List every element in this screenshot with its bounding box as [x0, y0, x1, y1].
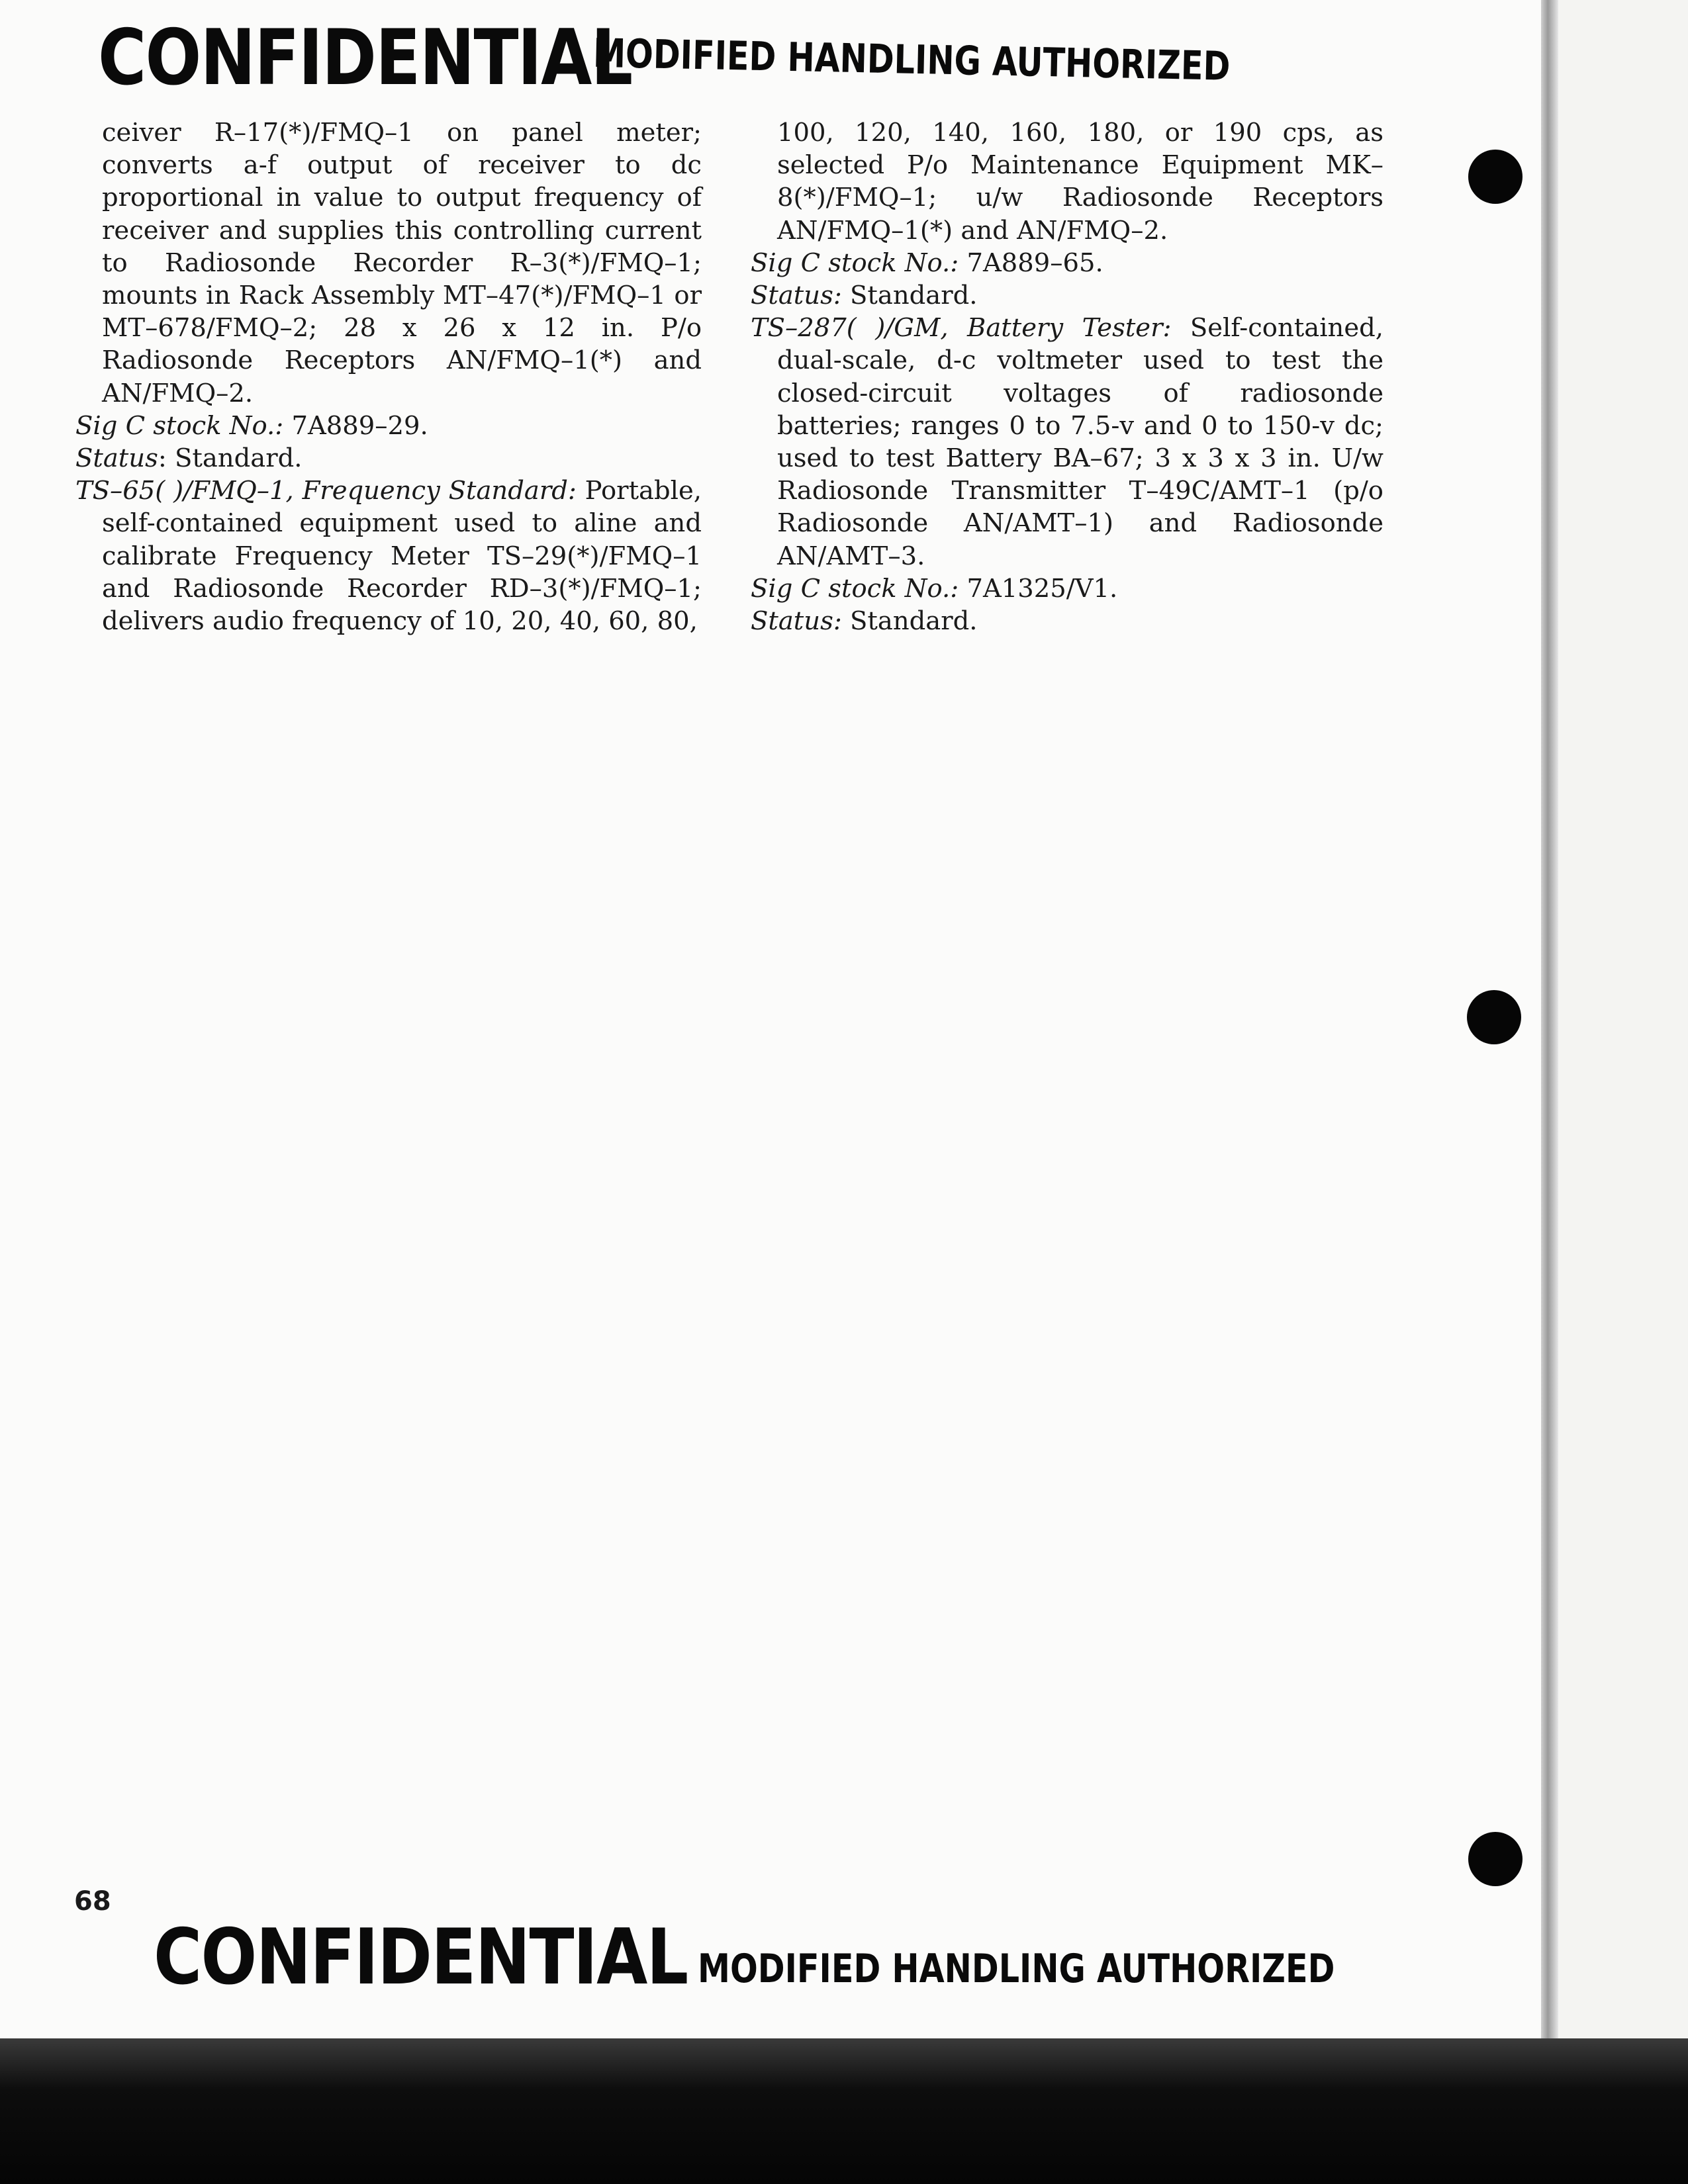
classification-stamp-top: CONFIDENTIAL — [98, 13, 632, 103]
left-continuation-text: ceiver R–17(*)/FMQ–1 on panel meter; converts a-f output of receiver to dc proportional in value to output frequency of receiver and supplies this controlling current to Radiosonde Recorder R–3(*)/FMQ–1; mounts in Rack Assembly MT–47(*)/FMQ–1 or MT–678/FMQ–2; 28 x 26 x 12 in. P/o Radiosonde Receptors AN/FMQ–1(*) and AN/FMQ–2. — [102, 118, 702, 408]
classification-stamp-bottom: CONFIDENTIAL — [154, 1913, 688, 2002]
right-column — [751, 116, 1383, 637]
binder-hole-bottom — [1468, 1832, 1523, 1886]
left-status: Status: Standard. — [75, 443, 303, 474]
right-status: Status: Standard. — [751, 281, 978, 311]
entry-ts-287-title: TS–287( )/GM, Battery Tester: — [751, 313, 1172, 343]
page-edge-shadow — [1541, 0, 1558, 2038]
right-continuation-text: 100, 120, 140, 160, 180, or 190 cps, as selected P/o Maintenance Equipment MK–8(*)/FMQ–1; u/w Radiosonde Receptors AN/FMQ–1(*) and AN/FMQ–2. — [777, 118, 1383, 246]
handling-stamp-top: MODIFIED HANDLING AUTHORIZED — [592, 30, 1231, 90]
handling-stamp-bottom: MODIFIED HANDLING AUTHORIZED — [698, 1946, 1335, 1992]
right-status-2: Status: Standard. — [751, 606, 978, 637]
entry-ts-65 — [75, 475, 702, 637]
scan-margin — [1558, 0, 1688, 2038]
entry-ts-65-body: Portable, self-contained equipment used to aline and calibrate Frequency Meter TS–29(*)/FMQ–1 and Radiosonde Recorder RD–3(*)/FMQ–1; delivers audio frequency of 10, 20, 40, 60, 80, — [102, 476, 702, 637]
entry-ts-287 — [751, 312, 1383, 572]
right-stock-number: Sig C stock No.: 7A889–65. — [751, 248, 1103, 278]
right-stock-number-2: Sig C stock No.: 7A1325/V1. — [751, 573, 1118, 604]
entry-ts-287-body: Self-contained, dual-scale, d-c voltmeter used to test the closed-circuit voltages of radiosonde batteries; ranges 0 to 7.5-v and 0 to 150-v dc; used to test Battery BA–67; 3 x 3 x 3 in. U/w Radiosonde Transmitter T–49C/AMT–1 (p/o Radiosonde AN/AMT–1) and Radiosonde AN/AMT–3. — [777, 313, 1383, 571]
page-number: 68 — [74, 1886, 111, 1917]
binder-hole-middle — [1467, 990, 1521, 1044]
left-stock-number: Sig C stock No.: 7A889–29. — [75, 410, 428, 441]
left-column — [75, 116, 702, 637]
scan-bottom-border — [0, 2038, 1688, 2184]
entry-ts-65-title: TS–65( )/FMQ–1, Frequency Standard: — [75, 476, 577, 506]
binder-hole-top — [1468, 150, 1523, 204]
